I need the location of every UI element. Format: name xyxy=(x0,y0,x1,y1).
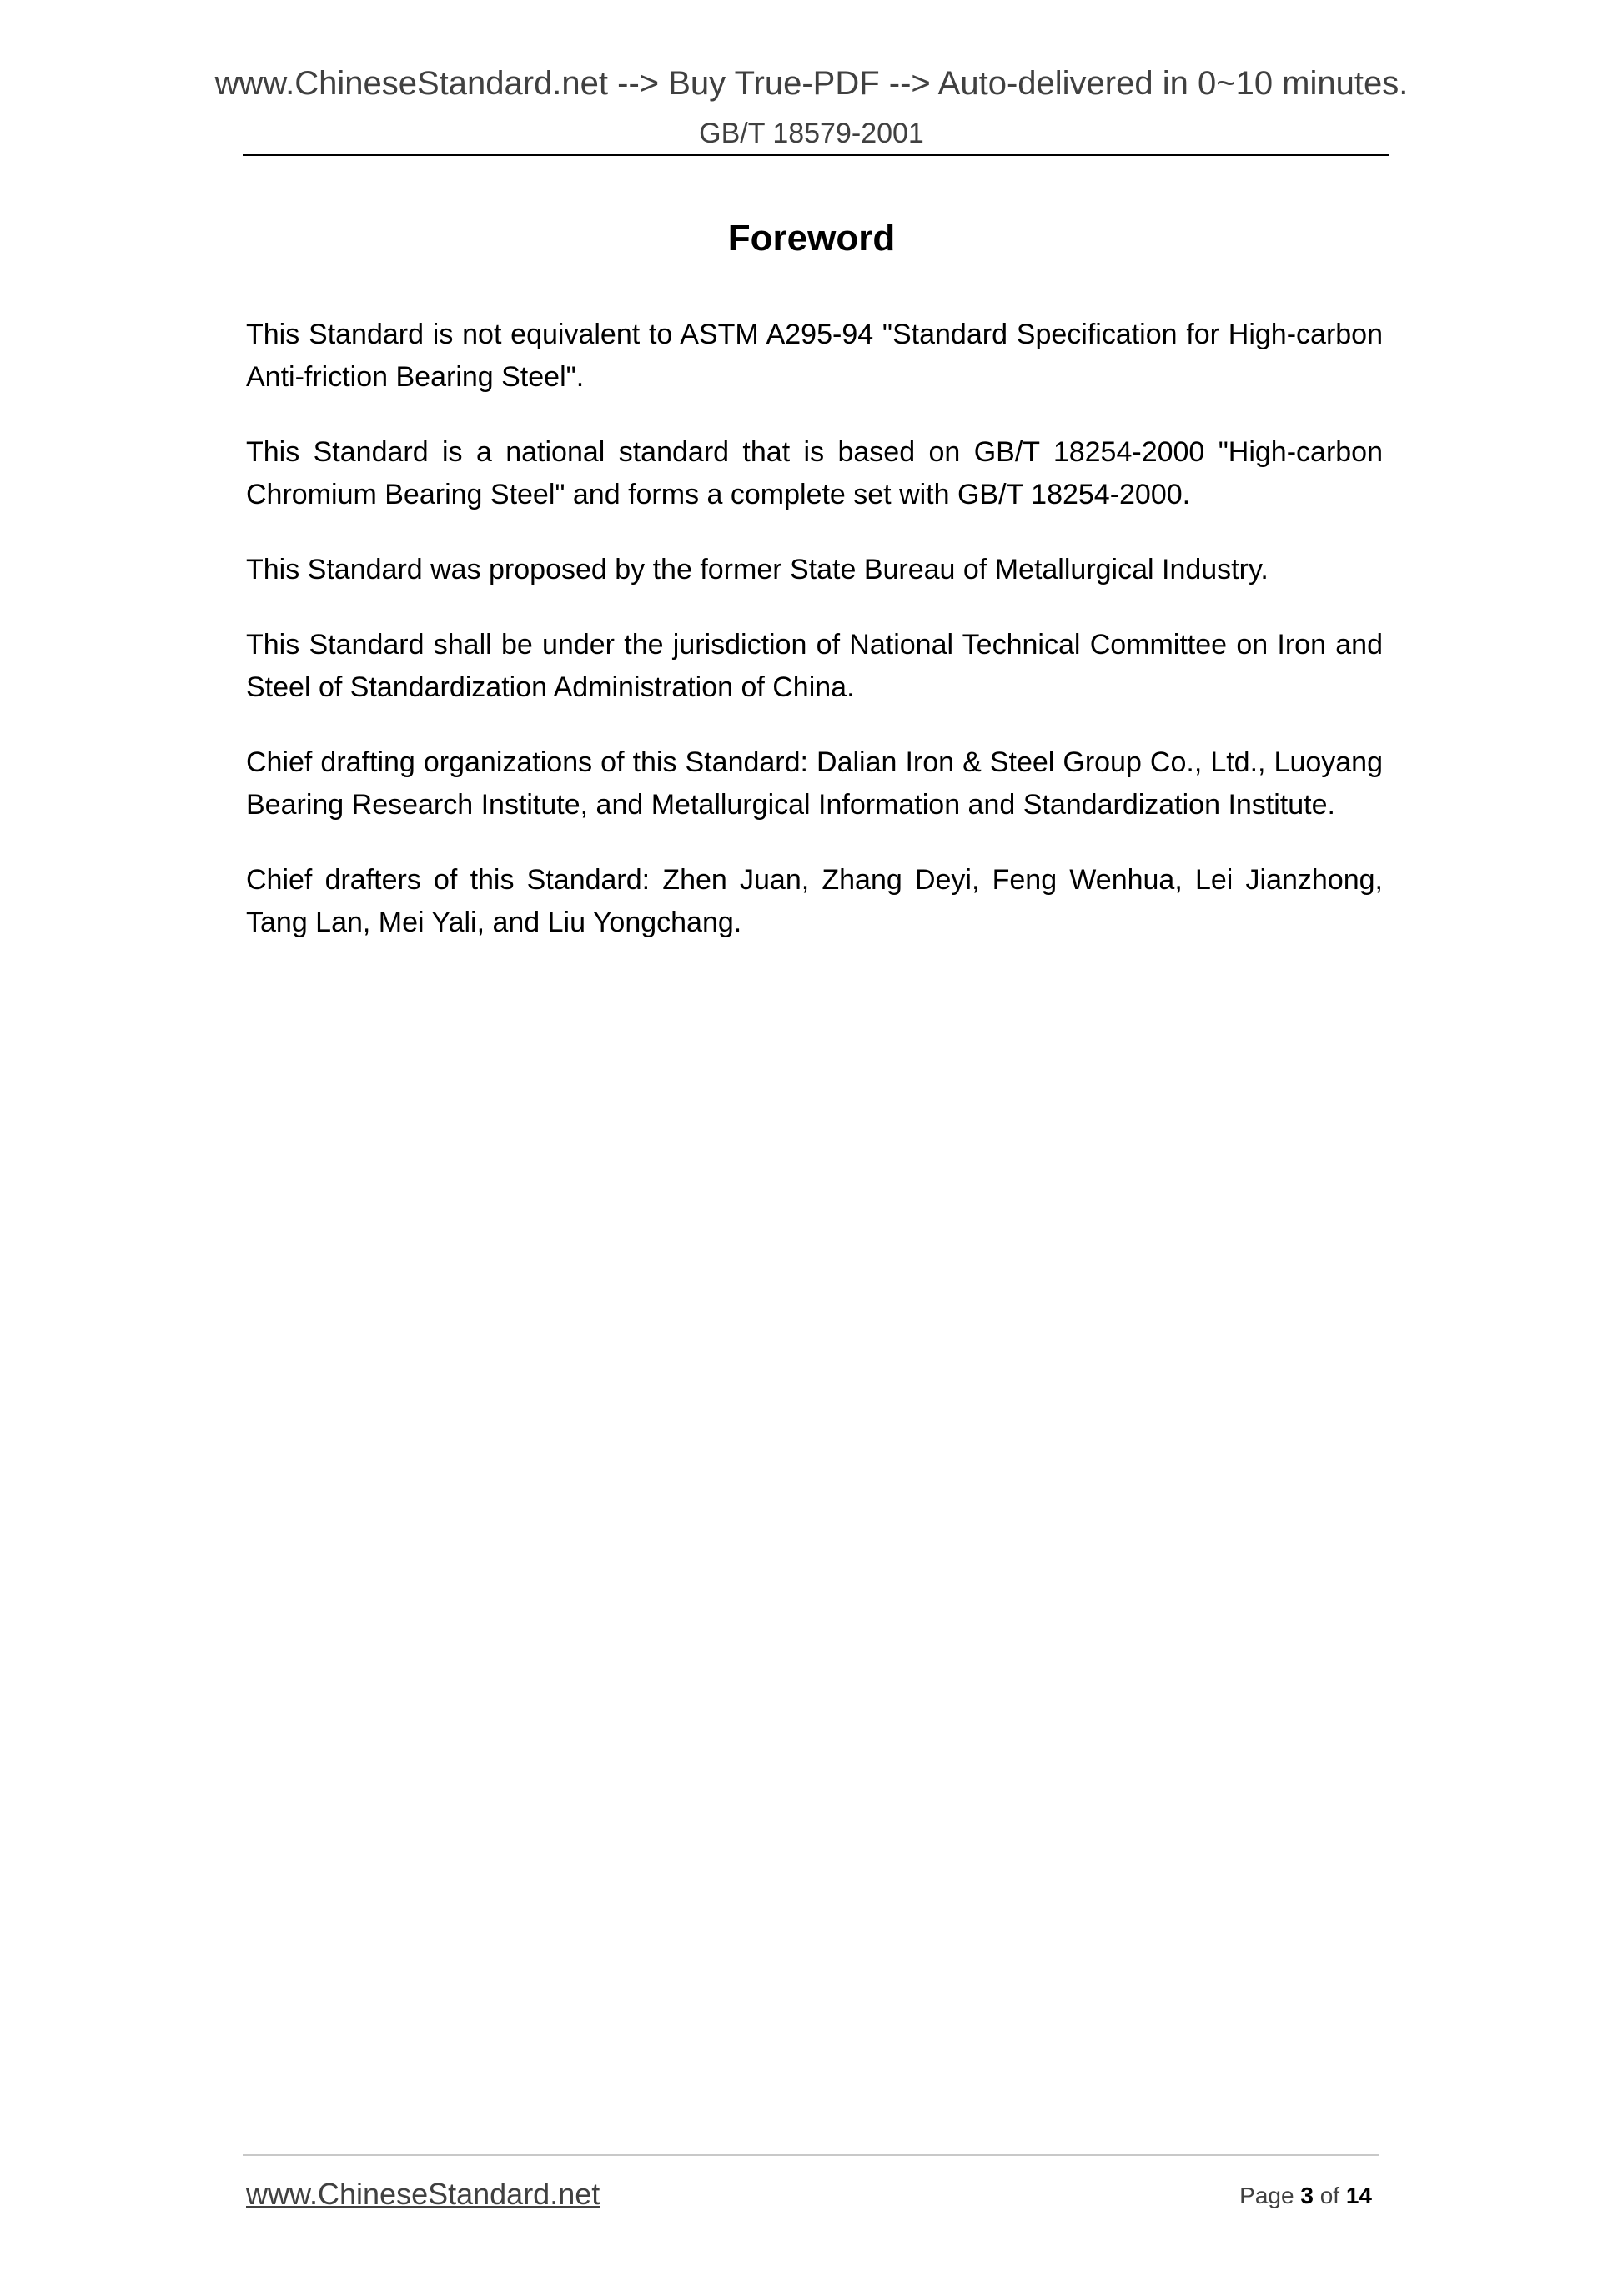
foreword-paragraph: Chief drafting organizations of this Standard: Dalian Iron & Steel Group Co., Ltd., Luoyang Bearing Research Institute, and Metallurgical Information and Standardization Institute. xyxy=(246,746,1383,821)
page-prefix: Page xyxy=(1239,2183,1301,2208)
foreword-paragraph: Chief drafters of this Standard: Zhen Juan, Zhang Deyi, Feng Wenhua, Lei Jianzhong, Tang Lan, Mei Yali, and Liu Yongchang. xyxy=(246,864,1383,938)
page-title: Foreword xyxy=(727,218,896,259)
foreword-paragraph: This Standard is a national standard that is based on GB/T 18254-2000 "High-carbon Chromium Bearing Steel" and forms a complete set with GB/T 18254-2000. xyxy=(246,436,1383,510)
header-divider xyxy=(243,154,1389,156)
page-total: 14 xyxy=(1345,2183,1372,2208)
standard-code: GB/T 18579-2001 xyxy=(699,118,924,149)
footer-website-link[interactable]: www.ChineseStandard.net xyxy=(246,2177,600,2211)
page-current: 3 xyxy=(1300,2183,1314,2208)
foreword-paragraph: This Standard is not equivalent to ASTM A295-94 "Standard Specification for High-carbon Anti-friction Bearing Steel". xyxy=(246,319,1383,393)
foreword-paragraph: This Standard was proposed by the former State Bureau of Metallurgical Industry. xyxy=(246,554,1269,585)
page-number xyxy=(1239,2181,1372,2211)
footer-divider xyxy=(243,2154,1379,2156)
foreword-paragraph: This Standard shall be under the jurisdiction of National Technical Committee on Iron and Steel of Standardization Administration of China. xyxy=(246,629,1383,703)
foreword-body xyxy=(246,314,1383,977)
header-banner: www.ChineseStandard.net --> Buy True-PDF --> Auto-delivered in 0~10 minutes. xyxy=(214,65,1409,102)
page-of: of xyxy=(1313,2183,1346,2208)
